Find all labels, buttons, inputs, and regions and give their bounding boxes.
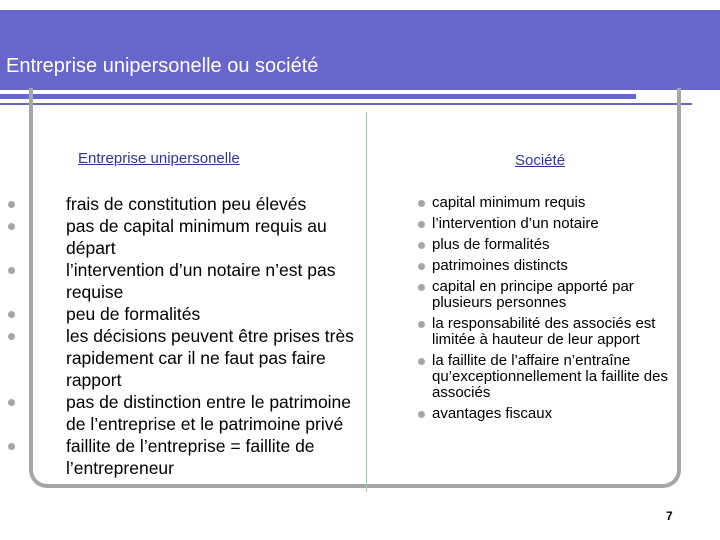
list-item: capital minimum requis	[432, 195, 692, 211]
list-item: faillite de l’entreprise = faillite de l’entrepreneur	[66, 435, 366, 479]
list-item: avantages fiscaux	[432, 406, 692, 422]
left-column-heading: Entreprise unipersonelle	[78, 150, 240, 167]
list-item: frais de constitution peu élevés	[66, 193, 366, 215]
left-bullet-list	[66, 193, 366, 479]
list-item: la responsabilité des associés est limitée à hauteur de leur apport	[432, 316, 692, 348]
list-item: patrimoines distincts	[432, 258, 692, 274]
title-bar	[0, 10, 720, 90]
right-column-heading: Société	[515, 152, 566, 169]
list-item: plus de formalités	[432, 237, 692, 253]
page-number: 7	[666, 509, 673, 523]
list-item: les décisions peuvent être prises très rapidement car il ne faut pas faire rapport	[66, 325, 366, 391]
list-item: capital en principe apporté par plusieurs personnes	[432, 279, 692, 311]
list-item: peu de formalités	[66, 303, 366, 325]
list-item: l’intervention d’un notaire	[432, 216, 692, 232]
list-item: pas de distinction entre le patrimoine de l’entreprise et le patrimoine privé	[66, 391, 366, 435]
right-bullet-list	[432, 195, 692, 427]
list-item: pas de capital minimum requis au départ	[66, 215, 366, 259]
list-item: la faillite de l’affaire n’entraîne qu’exceptionnellement la faillite des associés	[432, 353, 692, 401]
slide-title: Entreprise unipersonelle ou société	[6, 55, 319, 77]
column-divider	[366, 112, 367, 492]
list-item: l’intervention d’un notaire n’est pas requise	[66, 259, 366, 303]
